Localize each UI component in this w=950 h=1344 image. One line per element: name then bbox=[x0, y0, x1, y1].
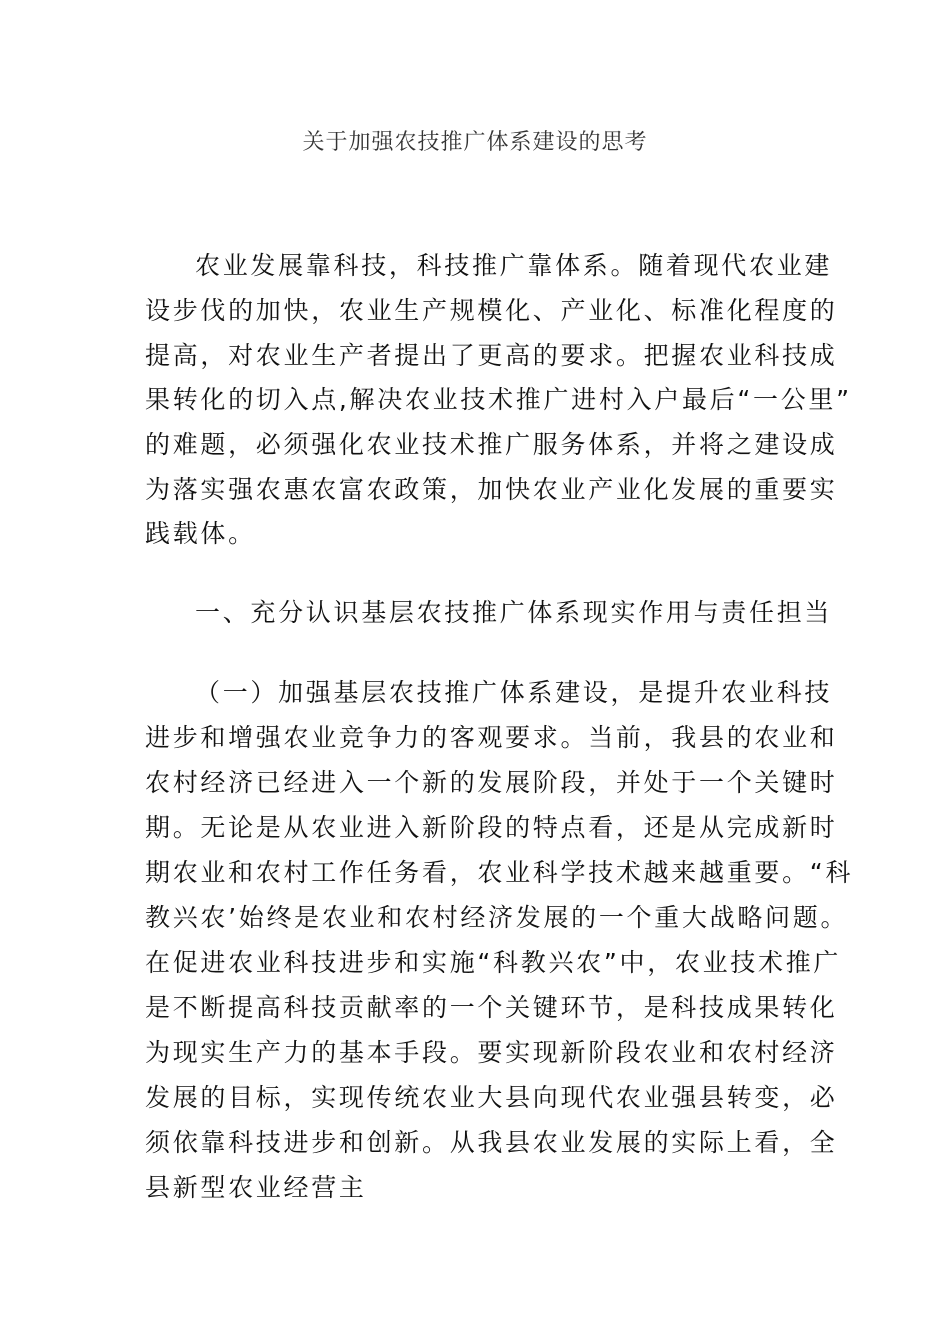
text-line: 提高，对农业生产者提出了更高的要求。把握农业科技成 bbox=[145, 341, 838, 370]
text-line: 为落实强农惠农富农政策，加快农业产业化发展的重要实 bbox=[145, 475, 838, 504]
text-line: （一）加强基层农技推广体系建设，是提升农业科技 bbox=[195, 678, 833, 707]
text-line: 农业发展靠科技，科技推广靠体系。随着现代农业建 bbox=[195, 251, 833, 280]
text-line: 进步和增强农业竞争力的客观要求。当前，我县的农业和 bbox=[145, 723, 838, 752]
text-line: 为现实生产力的基本手段。要实现新阶段农业和农村经济 bbox=[145, 1038, 838, 1067]
text-line: 期。无论是从农业进入新阶段的特点看，还是从完成新时 bbox=[145, 813, 838, 842]
text-line: 果转化的切入点,解决农业技术推广进村入户最后“一公里” bbox=[145, 385, 852, 414]
text-line: 期农业和农村工作任务看，农业科学技术越来越重要。“科 bbox=[145, 858, 854, 887]
text-line: 是不断提高科技贡献率的一个关键环节，是科技成果转化 bbox=[145, 993, 838, 1022]
text-line: 须依靠科技进步和创新。从我县农业发展的实际上看，全 bbox=[145, 1128, 838, 1157]
text-line: 教兴农’始终是农业和农村经济发展的一个重大战略问题。 bbox=[145, 903, 849, 932]
text-line: 在促进农业科技进步和实施“科教兴农”中，农业技术推广 bbox=[145, 948, 842, 977]
text-line: 的难题，必须强化农业技术推广服务体系，并将之建设成 bbox=[145, 430, 838, 459]
text-line: 践载体。 bbox=[145, 519, 256, 548]
text-line: 县新型农业经营主 bbox=[145, 1173, 367, 1202]
text-line: 农村经济已经进入一个新的发展阶段，并处于一个关键时 bbox=[145, 768, 838, 797]
text-line: 发展的目标，实现传统农业大县向现代农业强县转变，必 bbox=[145, 1083, 838, 1112]
section-heading: 一、充分认识基层农技推广体系现实作用与责任担当 bbox=[195, 598, 833, 627]
text-line: 设步伐的加快，农业生产规模化、产业化、标准化程度的 bbox=[145, 296, 838, 325]
document-title: 关于加强农技推广体系建设的思考 bbox=[302, 130, 648, 155]
